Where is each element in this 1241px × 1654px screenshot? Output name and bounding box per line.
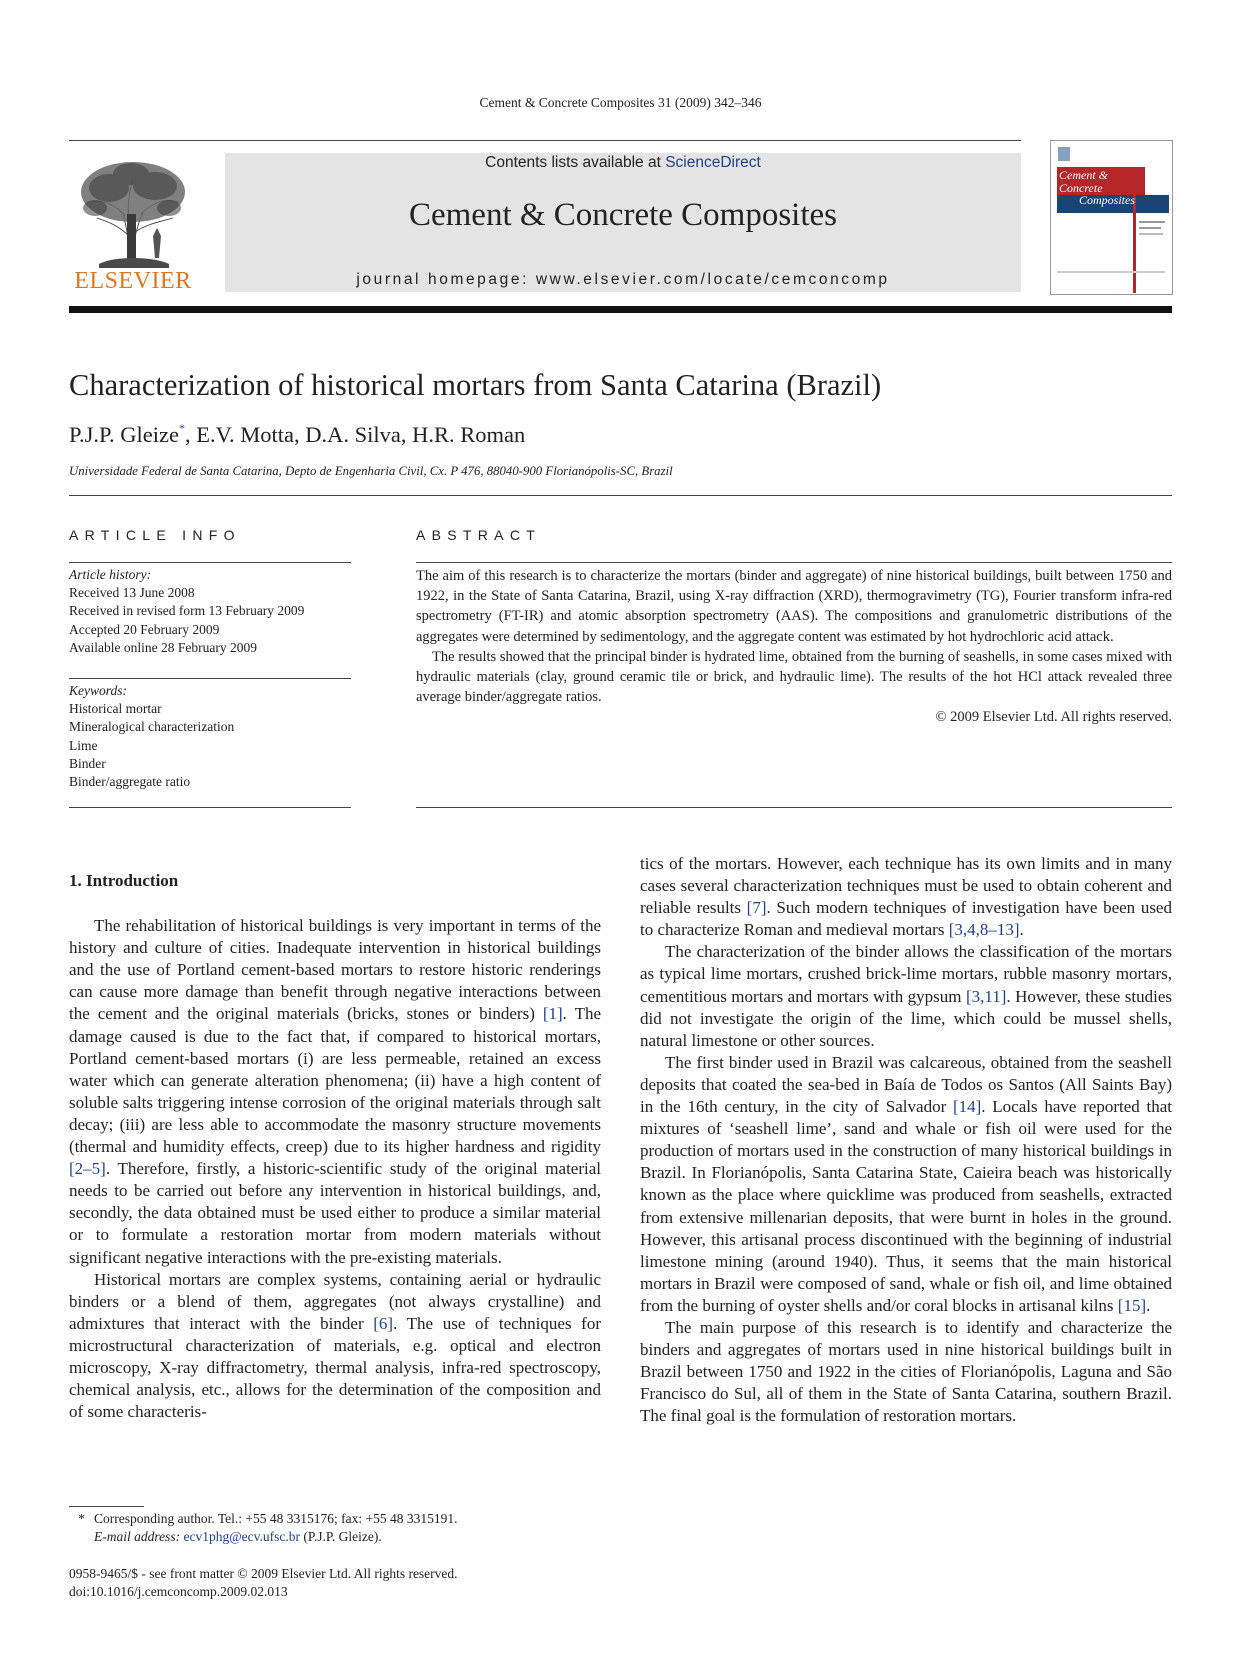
publisher-name: ELSEVIER [74,268,192,294]
contents-prefix: Contents lists available at [485,154,666,171]
body-column-right [640,853,1172,1427]
citation-link[interactable]: [2–5] [69,1159,106,1179]
contents-line [225,154,1021,172]
abstract-copyright: © 2009 Elsevier Ltd. All rights reserved. [935,709,1172,726]
keyword-item: Binder/aggregate ratio [69,774,191,790]
footnote-email: E-mail address: ecv1phg@ecv.ufsc.br (P.J.P. Gleize). [94,1529,382,1544]
article-info-rule [69,807,351,808]
keyword-item: Binder [69,755,106,771]
journal-homepage[interactable]: journal homepage: www.elsevier.com/locate/cemconcomp [356,271,890,288]
cover-title [1059,169,1135,207]
body-paragraph: The first binder used in Brazil was calcareous, obtained from the seashell deposits that coated the sea-bed in Baía de Todos os Santos (All Saints Bay) in the 16th century, in the city of Salvador [14]. Locals have reported that mixtures of ‘seashell lime’, sand and whale or fish oil were used for the production of mortars used in the construction of many historical buildings in Brazil. In Florianópolis, Santa Catarina State, Caieira beach was historically known as the place where quicklime was produced from seashells, extracted from extensive millenarian deposits, that were burnt in holes in the ground. However, this artisanal process discontinued with the beginning of industrial limestone mining (around 1940). Thus, it seems that the main historical mortars in Brazil were composed of sand, whale or fish oil, and lime obtained from the burning of oyster shells and/or coral blocks in artisanal kilns [15]. [640,1052,1172,1315]
email-link[interactable]: ecv1phg@ecv.ufsc.br [183,1529,301,1544]
cover-text-line [1139,233,1163,235]
citation-link[interactable]: [1] [542,1004,563,1024]
sciencedirect-link[interactable]: ScienceDirect [665,154,761,171]
abstract-rule [416,807,1172,808]
citation-link[interactable]: [15] [1117,1295,1147,1315]
section-heading: 1. Introduction [69,871,179,890]
keywords [69,682,354,791]
cover-emblem-icon [1058,147,1070,161]
history-revised: Received in revised form 13 February 2009 [69,603,305,619]
elsevier-logo[interactable] [69,152,197,292]
cover-title-line1: Cement & [1059,168,1108,182]
affiliation: Universidade Federal de Santa Catarina, Depto de Engenharia Civil, Cx. P 476, 88040-900 Florianópolis-SC, Brazil [69,464,673,478]
body-paragraph: The characterization of the binder allows the classification of the mortars as typical lime mortars, crushed brick-lime mortars, rubble masonry mortars, cementitious mortars and mortars with gypsum [3,11]. However, these studies did not investigate the origin of the lime, which could be mussel shells, natural limestone or other sources. [640,942,1172,1050]
author-gleize[interactable]: P.J.P. Gleize [69,422,180,447]
article-info-rule [69,562,351,563]
header-rule [69,140,1021,141]
journal-cover-thumbnail[interactable] [1050,140,1173,295]
abstract-paragraph: The results showed that the principal binder is hydrated lime, obtained from the burning of seashells, in some cases mixed with hydraulic materials (clay, ground ceramic tile or brick, and hydraulic lime). The results of the hot HCl attack revealed three average binder/aggregate ratios. [416,648,1172,706]
body-paragraph: The main purpose of this research is to identify and characterize the binders and aggregates of mortars used in nine historical buildings built in Brazil between 1750 and 1922 in the cities of Florianópolis, Laguna and São Francisco do Sul, all of them in the State of Santa Catarina, southern Brazil. The final goal is the formulation of restoration mortars. [640,1317,1172,1426]
body-paragraph: Historical mortars are complex systems, containing aerial or hydraulic binders or a blend of them, aggregates (not always crystalline) and admixtures that interact with the binder [6]. The use of techniques for microstructural characterization of materials, e.g. optical and electron microscopy, X-ray diffractometry, thermal analysis, infra-red spectroscopy, chemical analysis, etc., allows for the determination of the composition and of some characteris- [69,1269,602,1422]
article-title: Characterization of historical mortars from Santa Catarina (Brazil) [69,368,882,402]
body-paragraph: tics of the mortars. However, each technique has its own limits and in many cases several characterization techniques must be used to obtain coherent and reliable results [7]. Such modern techniques of investigation have been used to characterize Roman and medieval mortars [3,4,8–13]. [640,854,1172,940]
footnote-rule [69,1506,144,1507]
abstract-body [416,566,1172,728]
footnote [69,1510,458,1546]
journal-citation: Cement & Concrete Composites 31 (2009) 342–346 [479,95,762,110]
body-column-left [69,870,601,1423]
citation-link[interactable]: [3,4,8–13] [948,920,1020,940]
keyword-item: Lime [69,737,98,753]
history-label: Article history: [69,567,152,582]
keyword-item: Historical mortar [69,701,162,717]
history-accepted: Accepted 20 February 2009 [69,621,220,637]
citation-link[interactable]: [7] [746,898,767,918]
article-history [69,566,354,657]
corresponding-author-mark[interactable]: * [179,420,186,435]
keyword-item: Mineralogical characterization [69,719,235,735]
history-received: Received 13 June 2008 [69,585,195,601]
author-list [69,422,525,448]
cover-title-line2: Concrete [1059,180,1103,195]
footnote-corresponding: * Corresponding author. Tel.: +55 48 3315176; fax: +55 48 3315191. [69,1510,458,1528]
history-online: Available online 28 February 2009 [69,639,257,655]
cover-text-line [1057,271,1165,273]
cover-text-line [1139,227,1161,229]
journal-name: Cement & Concrete Composites [408,197,838,233]
citation-link[interactable]: [14] [952,1097,982,1117]
issn-line: 0958-9465/$ - see front matter © 2009 Elsevier Ltd. All rights reserved. [69,1566,458,1581]
footnote-mark: * [78,1511,85,1526]
doi[interactable]: doi:10.1016/j.cemconcomp.2009.02.013 [69,1584,288,1599]
abstract-paragraph: The aim of this research is to characterize the mortars (binder and aggregate) of nine historical buildings, built between 1750 and 1922, in the State of Santa Catarina, Brazil, using X-ray diffraction (XRD), thermogravimetry (TG), Fourier transform infra-red spectrometry (FT-IR) and atomic absorption spectrometry (AAS). The compositions and granulometric distributions of the aggregates were determined by sedimentology, and the aggregate content was estimated by hot hydrochloric acid attack. [416,568,1172,645]
title-block-rule [69,495,1172,496]
body-paragraph: The rehabilitation of historical buildings is very important in terms of the history and culture of cities. Inadequate intervention in historical buildings and the use of Portland cement-based mortars to restore historic renderings can cause more damage than benefit through negative interactions between the cement and the original materials (bricks, stones or binders) [1]. The damage caused is due to the fact that, if compared to historical mortars, Portland cement-based mortars (i) are less permeable, retained an excess water which can generate alteration phenomena; (ii) have a high content of soluble salts triggering intense corrosion of the original materials through salt decay; (iii) are less able to accommodate the masonry structure movements (thermal and humidity effects, creep) due to its higher hardness and rigidity [2–5]. Therefore, firstly, a historic-scientific study of the original material needs to be carried out before any intervention in historical buildings, and, secondly, the data obtained must be used either to produce a similar material or to formulate a restoration mortar from modern materials without significant negative interactions with the pre-existing materials. [69,916,602,1267]
other-authors: , E.V. Motta, D.A. Silva, H.R. Roman [185,422,526,447]
cover-title-line3: Composites [1079,193,1136,207]
citation-link[interactable]: [6] [373,1313,394,1333]
abstract-heading: ABSTRACT [416,527,542,543]
citation-link[interactable]: [3,11] [965,986,1007,1006]
article-info-rule [69,678,351,679]
publication-meta [69,1565,458,1601]
cover-text-line [1139,221,1165,223]
header-thick-rule [69,306,1172,313]
abstract-rule [416,562,1172,563]
article-info-heading: ARTICLE INFO [69,527,241,543]
keywords-label: Keywords: [69,683,127,698]
